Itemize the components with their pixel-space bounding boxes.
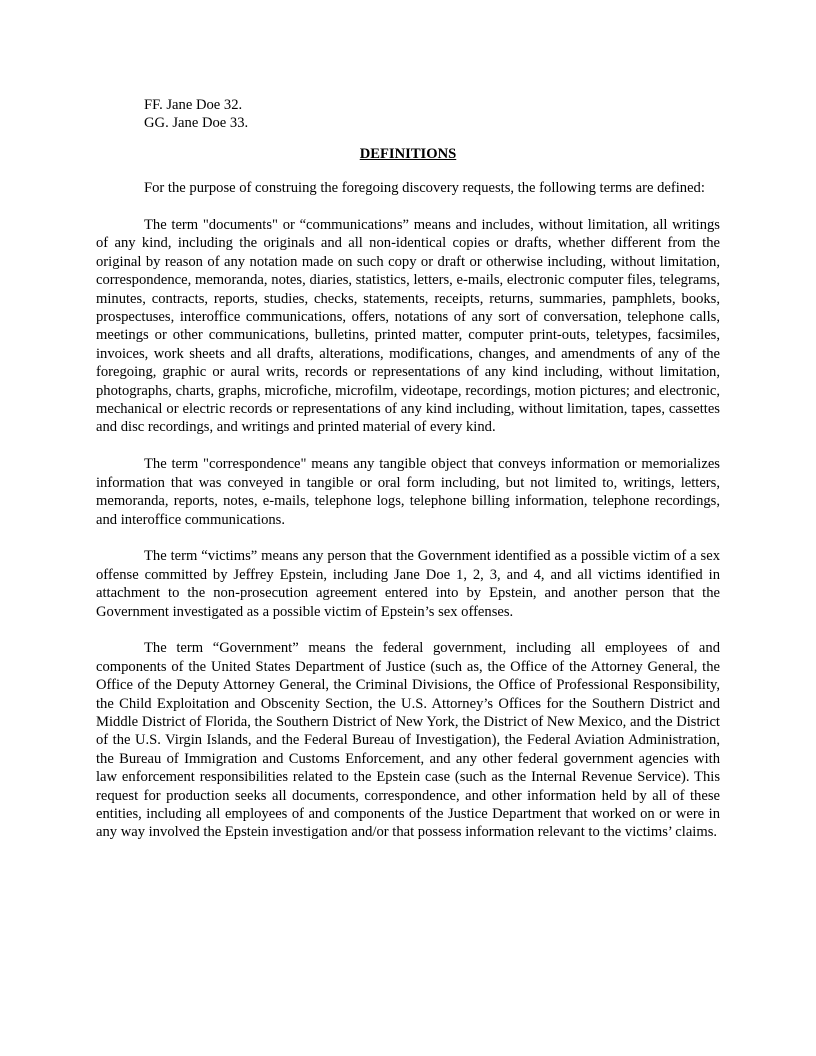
document-page: [96, 96, 720, 860]
paragraph-purpose: For the purpose of construing the foregoing discovery requests, the following terms are defined:: [144, 180, 705, 197]
list-item-jane-doe-33: GG. Jane Doe 33.: [144, 115, 249, 132]
paragraph-documents-definition: The term "documents" or “communications” means and includes, without limitation, all writings of any kind, including the originals and all non-identical copies or drafts, whether different from the original by reason of any notation made on such copy or draft or otherwise including, without limitation, correspondence, memoranda, notes, diaries, statistics, letters, e-mails, electronic computer files, telegrams, minutes, contracts, reports, studies, checks, statements, receipts, returns, summaries, pamphlets, books, prospectuses, interoffice communications, offers, notations of any sort of conversation, telephone calls, meetings or other communications, bulletins, printed matter, computer print-outs, teletypes, facsimiles, invoices, work sheets and all drafts, alterations, modifications, changes, and amendments of any of the foregoing, graphic or aural writs, records or representations of any kind including, without limitation, photographs, charts, graphs, microfiche, microfilm, videotape, recordings, motion pictures; and electronic, mechanical or electric records or representations of any kind including, without limitation, tapes, cassettes and disc recordings, and writings and printed material of every kind.: [96, 217, 720, 436]
paragraph-government-definition: The term “Government” means the federal government, including all employees of and components of the United States Department of Justice (such as, the Office of the Attorney General, the Office of the Deputy Attorney General, the Criminal Divisions, the Office of Professional Responsibility, the Child Exploitation and Obscenity Section, the U.S. Attorney’s Offices for the Southern District and Middle District of Florida, the Southern District of New York, the District of New Mexico, and the District of the U.S. Virgin Islands, and the Federal Bureau of Investigation), the Federal Aviation Administration, the Bureau of Immigration and Customs Enforcement, and any other federal government agencies with law enforcement responsibilities related to the Epstein case (such as the Internal Revenue Service). This request for production seeks all documents, correspondence, and other information held by all of these entities, including all employees of and components of the Justice Department that worked on or were in any way involved the Epstein investigation and/or that possess information relevant to the victims’ claims.: [96, 640, 720, 841]
paragraph-correspondence-definition: The term "correspondence" means any tangible object that conveys information or memorializes information that was conveyed in tangible or oral form including, but not limited to, writings, letters, memoranda, reports, notes, e-mails, telephone logs, telephone billing information, telephone recordings, and interoffice communications.: [96, 456, 720, 528]
definitions-heading: DEFINITIONS: [359, 145, 457, 162]
paragraph-victims-definition: The term “victims” means any person that the Government identified as a possible victim of a sex offense committed by Jeffrey Epstein, including Jane Doe 1, 2, 3, and 4, and all victims identified in attachment to the non-prosecution agreement entered into by Epstein, and another person that the Government investigated as a possible victim of Epstein’s sex offenses.: [96, 548, 720, 620]
list-item-jane-doe-32: FF. Jane Doe 32.: [144, 97, 243, 113]
